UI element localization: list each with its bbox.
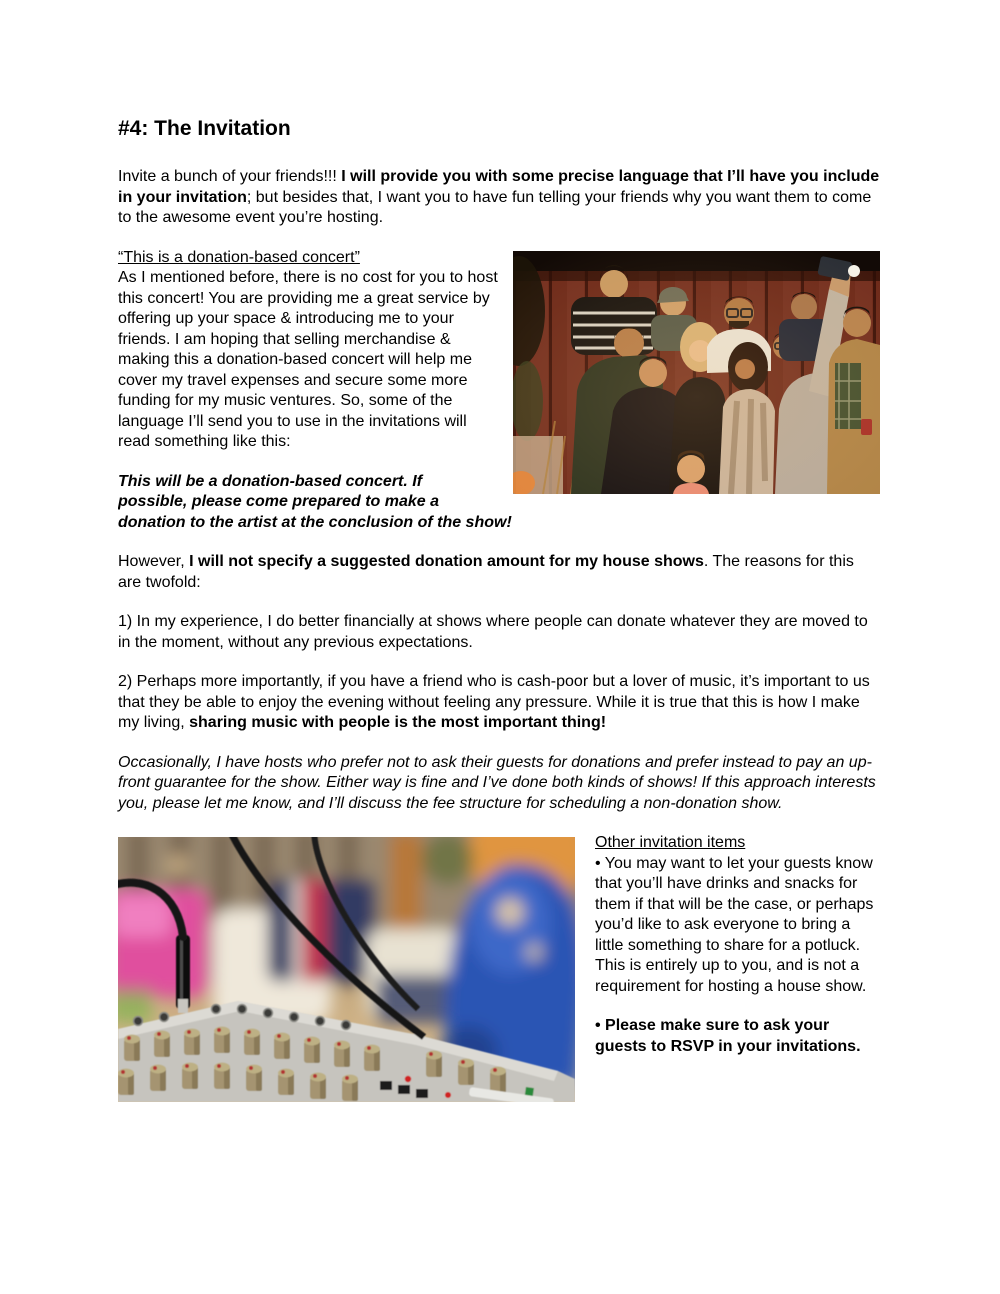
reason-1-paragraph: 1) In my experience, I do better financially at shows where people can donate whatever they are moved to in the moment, without any previous expectations. bbox=[118, 613, 868, 651]
other-items-bullet-rsvp: • Please make sure to ask your guests to RSVP in your invitations. bbox=[595, 1017, 861, 1055]
group-selfie-photo bbox=[513, 251, 880, 494]
page-content bbox=[118, 116, 880, 1108]
callout-line: donation to the artist at the conclusion of the show! bbox=[118, 513, 512, 531]
donation-body-paragraph: As I mentioned before, there is no cost for you to host this concert! You are providing me a great service by offering up your space & introducing me to your friends. I am hoping that selling merchandise & making this a donation-based concert will help me cover my travel expenses and secure some more funding for my music ventures. So, some of the language I’ll send you to use in the invitations will read something like this: bbox=[118, 269, 498, 450]
intro-bold-text: I will provide you with some precise language that I’ll have you include in your invitation bbox=[118, 168, 880, 206]
however-bold-text: I will not specify a suggested donation amount for my house shows bbox=[189, 553, 704, 570]
however-text-tail: . The reasons for this are twofold: bbox=[118, 553, 854, 591]
however-text: However, bbox=[118, 553, 190, 570]
callout-line: This will be a donation-based concert. If bbox=[118, 472, 423, 490]
intro-text-tail: ; but besides that, I want you to have fun telling your friends why you want them to come to the awesome event you’re hosting. bbox=[118, 188, 872, 226]
reason-2-bold-text: sharing music with people is the most important thing! bbox=[189, 714, 607, 731]
donation-concert-section bbox=[118, 248, 880, 553]
guarantee-aside-paragraph: Occasionally, I have hosts who prefer not to ask their guests for donations and prefer instead to pay an up-front guarantee for the show. Either way is fine and I’ve done both kinds of shows! If this approach interests you, please let me know, and I’ll discuss the fee structure for scheduling a non-donation show. bbox=[118, 753, 876, 812]
other-items-heading: Other invitation items bbox=[595, 834, 746, 851]
page-title: #4: The Invitation bbox=[118, 117, 291, 140]
intro-text: Invite a bunch of your friends!!! bbox=[118, 168, 342, 185]
reason-2-paragraph bbox=[118, 672, 880, 734]
however-paragraph bbox=[118, 552, 880, 593]
reason-2-text: 2) Perhaps more importantly, if you have a friend who is cash-poor but a lover of music, it’s important to us that they be able to enjoy the evening without feeling any pressure. While it is true that this is how I make my living, bbox=[118, 673, 870, 731]
callout-line: possible, please come prepared to make a bbox=[118, 493, 440, 510]
mixing-console-photo bbox=[118, 837, 575, 1102]
donation-section-heading: “This is a donation-based concert” bbox=[118, 248, 360, 266]
intro-paragraph bbox=[118, 167, 880, 229]
other-invitation-items-section bbox=[118, 833, 880, 1108]
other-items-bullet-drinks: • You may want to let your guests know that you’ll have drinks and snacks for them if that will be the case, or perhaps you’d like to ask everyone to bring a little something to share for a potluck. This is entirely up to you, and is not a requirement for hosting a house show. bbox=[595, 854, 874, 995]
